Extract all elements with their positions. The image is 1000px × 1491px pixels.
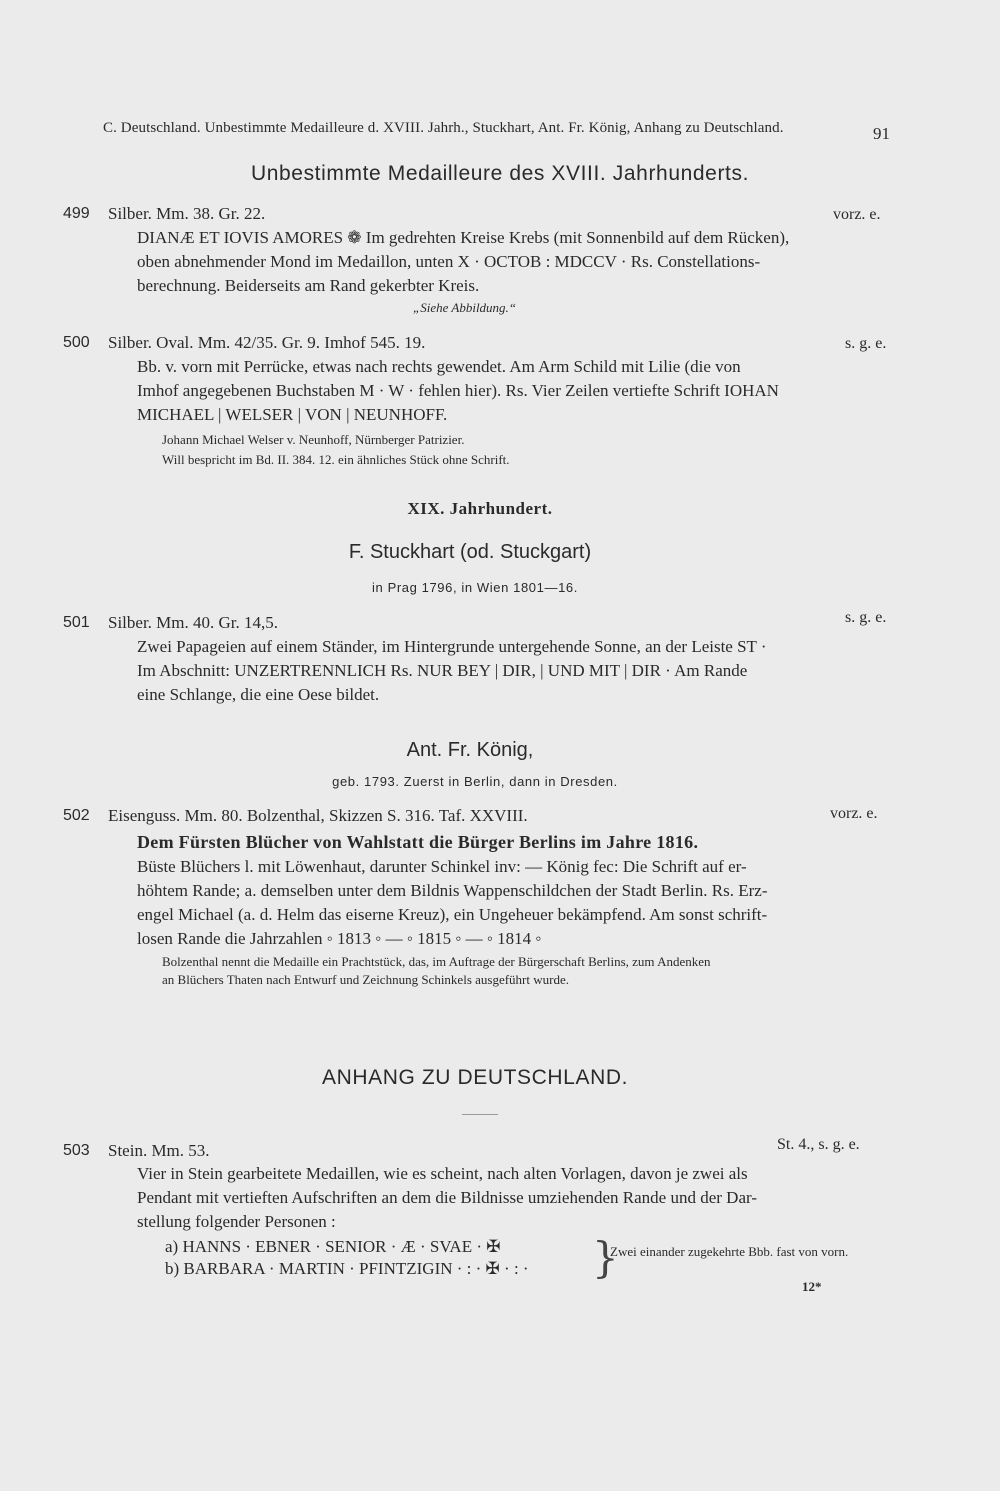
- entry-499-line-3: berechnung. Beiderseits am Rand gekerbter Kreis.: [137, 276, 480, 295]
- entry-500-note-2: Will bespricht im Bd. II. 384. 12. ein ähnliches Stück ohne Schrift.: [162, 452, 510, 467]
- entry-503-line-3: stellung folgender Personen :: [137, 1212, 336, 1231]
- artist-heading-stuckhart: F. Stuckhart (od. Stuckgart): [348, 541, 592, 563]
- entry-501-line-2: Im Abschnitt: UNZERTRENNLICH Rs. NUR BEY | DIR, | UND MIT | DIR · Am Rande: [137, 661, 748, 680]
- curly-brace-icon: }: [592, 1233, 619, 1282]
- signature-mark: 12*: [802, 1279, 822, 1294]
- entry-499-spec: Silber. Mm. 38. Gr. 22.: [108, 204, 266, 223]
- entry-502-grade: vorz. e.: [830, 805, 878, 822]
- entry-501-grade: s. g. e.: [845, 609, 887, 626]
- section-title-19th-century: XIX. Jahrhundert.: [407, 499, 553, 518]
- entry-503-spec: Stein. Mm. 53.: [108, 1141, 210, 1160]
- entry-502-spec: Eisenguss. Mm. 80. Bolzenthal, Skizzen S. 316. Taf. XXVIII.: [108, 806, 528, 825]
- artist-subtitle-koenig: geb. 1793. Zuerst in Berlin, dann in Dresden.: [332, 774, 618, 789]
- appendix-divider-rule: [462, 1114, 498, 1115]
- entry-499-grade: vorz. e.: [833, 206, 881, 223]
- running-title: C. Deutschland. Unbestimmte Medailleure d. XVIII. Jahrh., Stuckhart, Ant. Fr. König, Anhang zu Deutschland.: [103, 120, 784, 136]
- entry-503-item-b: b) BARBARA · MARTIN · PFINTZIGIN · : · ✠ · : ·: [165, 1259, 529, 1278]
- entry-500-number: 500: [63, 334, 90, 351]
- entry-503-number: 503: [63, 1142, 90, 1159]
- entry-500-note-1: Johann Michael Welser v. Neunhoff, Nürnberger Patrizier.: [162, 432, 465, 447]
- entry-502-note-2: an Blüchers Thaten nach Entwurf und Zeichnung Schinkels ausgeführt wurde.: [162, 972, 569, 987]
- entry-502-fraktur-inscription: Dem Fürsten Blücher von Wahlstatt die Bürger Berlins im Jahre 1816.: [137, 832, 699, 852]
- entry-499-line-2: oben abnehmender Mond im Medaillon, unten X · OCTOB : MDCCV · Rs. Constellations-: [137, 252, 761, 271]
- entry-500-spec: Silber. Oval. Mm. 42/35. Gr. 9. Imhof 545. 19.: [108, 333, 426, 352]
- entry-503-item-a: a) HANNS · EBNER · SENIOR · Æ · SVAE · ✠: [165, 1237, 501, 1256]
- entry-500-line-1: Bb. v. vorn mit Perrücke, etwas nach rechts gewendet. Am Arm Schild mit Lilie (die von: [137, 357, 741, 376]
- entry-502-line-4: losen Rande die Jahrzahlen ◦ 1813 ◦ — ◦ 1815 ◦ — ◦ 1814 ◦: [137, 929, 542, 948]
- entry-500-line-3: MICHAEL | WELSER | VON | NEUNHOFF.: [137, 405, 448, 424]
- entry-501-line-3: eine Schlange, die eine Oese bildet.: [137, 685, 380, 704]
- entry-503-line-2: Pendant mit vertieften Aufschriften an dem die Bildnisse umziehenden Rande und der Dar-: [137, 1188, 757, 1207]
- section-title-18th-century: Unbestimmte Medailleure des XVIII. Jahrhunderts.: [250, 162, 750, 185]
- entry-502-note-1: Bolzenthal nennt die Medaille ein Prachtstück, das, im Auftrage der Bürgerschaft Berlins, zum Andenken: [162, 954, 711, 969]
- entry-503-grade: St. 4., s. g. e.: [777, 1136, 860, 1153]
- entry-502-line-2: höhtem Rande; a. demselben unter dem Bildnis Wappenschildchen der Stadt Berlin. Rs. Erz-: [137, 881, 768, 900]
- entry-502-line-3: engel Michael (a. d. Helm das eiserne Kreuz), ein Ungeheuer bekämpfend. Am sonst schrift-: [137, 905, 768, 924]
- page-number: 91: [873, 124, 890, 143]
- entry-500-grade: s. g. e.: [845, 335, 887, 352]
- entry-502-line-1: Büste Blüchers l. mit Löwenhaut, darunter Schinkel inv: — König fec: Die Schrift auf er-: [137, 857, 747, 876]
- entry-503-brace-note: Zwei einander zugekehrte Bbb. fast von vorn.: [610, 1244, 849, 1259]
- entry-499-line-1: DIANÆ ET IOVIS AMORES ❁ Im gedrehten Kreise Krebs (mit Sonnenbild auf dem Rücken),: [137, 228, 790, 247]
- entry-502-number: 502: [63, 807, 90, 824]
- appendix-title: ANHANG ZU DEUTSCHLAND.: [321, 1066, 629, 1089]
- entry-500-line-2: Imhof angegebenen Buchstaben M · W · fehlen hier). Rs. Vier Zeilen vertiefte Schrift IOHAN: [137, 381, 779, 400]
- entry-501-line-1: Zwei Papageien auf einem Ständer, im Hintergrunde untergehende Sonne, an der Leiste ST ·: [137, 637, 767, 656]
- entry-499-number: 499: [63, 205, 90, 222]
- entry-499-caption: „Siehe Abbildung.“: [413, 300, 517, 315]
- entry-501-number: 501: [63, 614, 90, 631]
- entry-503-line-1: Vier in Stein gearbeitete Medaillen, wie es scheint, nach alten Vorlagen, davon je zwei als: [137, 1164, 748, 1183]
- artist-heading-koenig: Ant. Fr. König,: [406, 739, 534, 761]
- artist-subtitle-stuckhart: in Prag 1796, in Wien 1801—16.: [372, 580, 578, 595]
- entry-501-spec: Silber. Mm. 40. Gr. 14,5.: [108, 613, 279, 632]
